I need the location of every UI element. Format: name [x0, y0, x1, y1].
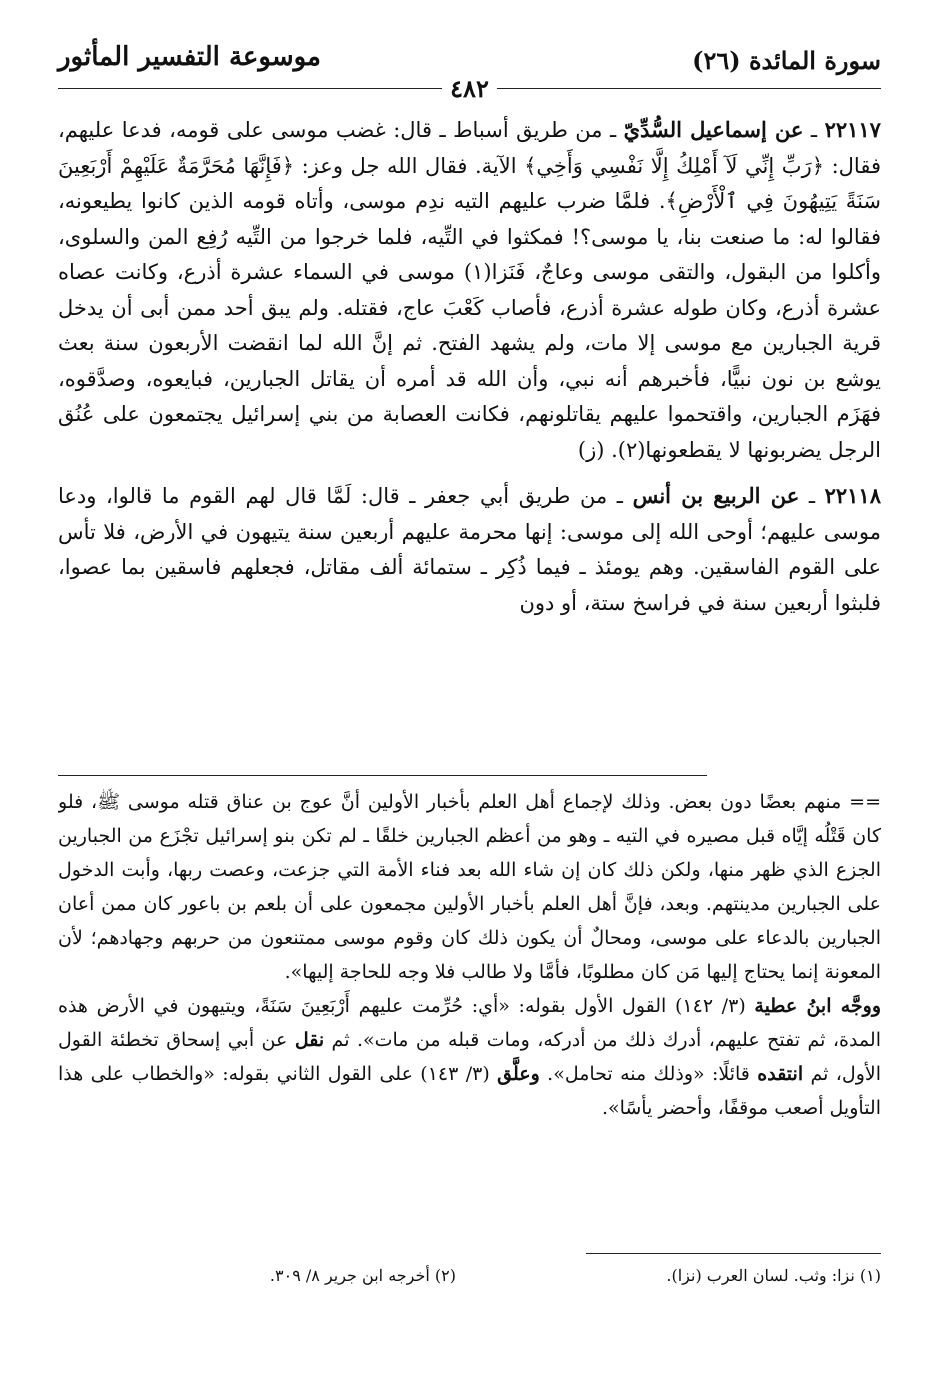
commentary-text: عن أبي إسحاق تخطئة القول الأول، ثم: [58, 1029, 881, 1085]
main-text: [58, 112, 881, 767]
commentary-paragraph: [58, 989, 881, 1125]
commentary-notes: [58, 785, 881, 1235]
narrator-name: عن إسماعيل السُّدِّيّ: [623, 117, 804, 142]
commentary-text: قائلًا: «وذلك منه تحامل».: [539, 1063, 758, 1085]
commentary-text: (٣/ ١٤٢) القول الأول بقوله: «أي: حُرِّمت عليهم أَرْبَعِينَ سَنَةً، ويتيهون في الأرض هذه المدة، ثم تفتح عليهم، أدرك ذلك من أدركه، ومات قبله من مات». ثم: [58, 995, 881, 1051]
footnote: (٢) أخرجه ابن جرير ٨/ ٣٠٩.: [269, 1266, 456, 1285]
commentary-text: (٣/ ١٤٣) على القول الثاني بقوله: «والخطاب على هذا التأويل أصعب موقفًا، وأحضر يأسًا».: [58, 1063, 881, 1119]
page-header: [58, 40, 881, 102]
entry-number: ٢٢١١٧: [824, 117, 881, 142]
book-title: موسوعة التفسير المأثور: [58, 42, 321, 72]
commentary-bold: انتقده: [757, 1063, 804, 1085]
commentary-paragraph: == منهم بعضًا دون بعض. وذلك لإجماع أهل العلم بأخبار الأولين أنَّ عوج بن عناق قتله موسى ﷺ، فلو كان قَتْلُه إيَّاه قبل مصيره في التيه ـ وهو من أعظم الجبارين خلقًا ـ لم تكن بنو إسرائيل تجْزَع من الجبارين الجزع الذي ظهر منها، ولكن ذلك كان إن شاء الله بعد فناء الأمة التي جزعت، وعصت ربها، وأبت الدخول على الجبارين مدينتهم. وبعد، فإنَّ أهل العلم بأخبار الأولين مجمعون على أن بلعم بن باعور كان ممن أعان الجبارين بالدعاء على موسى، ومحالٌ أن يكون ذلك كان وقوم موسى ممتنعون من حربهم وجهادهم؛ لأن المعونة إنما يحتاج إليها مَن كان مطلوبًا، فأمَّا ولا طالب فلا وجه للحاجة إليها».: [58, 791, 881, 983]
narration-entry: ٢٢١١٧ ـ عن إسماعيل السُّدِّيّ ـ من طريق أسباط ـ قال: غضب موسى على قومه، فدعا عليهم، فقال: ﴿رَبِّ إِنِّي لَآ أَمْلِكُ إِلَّا نَفْسِي وَأَخِي﴾ الآية. فقال الله جل وعز: ﴿فَإِنَّهَا مُحَرَّمَةٌ عَلَيْهِمْ أَرْبَعِينَ سَنَةً يَتِيهُونَ فِي ٱلْأَرْضِ﴾. فلمَّا ضرب عليهم التيه ندِم موسى، وأتاه قومه الذين كانوا يطيعونه، فقالوا له: ما صنعت بنا، يا موسى؟! فمكثوا في التِّيه، فلما خرجوا من التِّيه رُفِع المن والسلوى، وأكلوا من البقول، والتقى موسى وعاجٌ، فَنَزا(١) موسى في السماء عشرة أذرع، وكانت عصاه عشرة أذرع، وكان طوله عشرة أذرع، فأصاب كَعْبَ عاج، فقتله. ولم يبق أحد ممن أبى أن يدخل قرية الجبارين مع موسى إلا مات، ولم يشهد الفتح. ثم إنَّ الله لما انقضت الأربعون سنة بعث يوشع بن نون نبيًّا، فأخبرهم أنه نبي، وأن الله قد أمره أن يقاتل الجبارين، فبايعوه، وصدَّقوه، فهَزَم الجبارين، واقتحموا عليهم يقاتلونهم، فكانت العصابة من بني إسرائيل يجتمعون على عُنُق الرجل يضربونها لا يقطعونها(٢). (ز): [58, 117, 881, 462]
notes-separator: [58, 775, 707, 776]
entry-text: ـ من طريق أبي جعفر ـ قال: لَمَّا قال لهم القوم ما قالوا، ودعا موسى عليهم؛ أوحى الله إلى موسى: إنها محرمة عليهم أربعين سنة يتيهون في الأرض، فلا تأس على القوم الفاسقين. وهم يومئذ ـ فيما ذُكِر ـ ستمائة ألف مقاتل، فجعلهم فاسقين بما عصوا، فلبثوا أربعين سنة في فراسخ ستة، أو دون: [58, 484, 881, 615]
commentary-bold: نقل: [294, 1029, 325, 1051]
page-number: ٤٨٢: [442, 74, 497, 103]
entry-text: ـ من طريق أسباط ـ قال: غضب موسى على قومه، فدعا عليهم، فقال: ﴿رَبِّ إِنِّي لَآ أَمْلِكُ إِلَّا نَفْسِي وَأَخِي﴾ الآية. فقال الله جل وعز: ﴿فَإِنَّهَا مُحَرَّمَةٌ عَلَيْهِمْ أَرْبَعِينَ سَنَةً يَتِيهُونَ فِي ٱلْأَرْضِ﴾. فلمَّا ضرب عليهم التيه ندِم موسى، وأتاه قومه الذين كانوا يطيعونه، فقالوا له: ما صنعت بنا، يا موسى؟! فمكثوا في التِّيه، فلما خرجوا من التِّيه رُفِع المن والسلوى، وأكلوا من البقول، والتقى موسى وعاجٌ، فَنَزا(١) موسى في السماء عشرة أذرع، وكانت عصاه عشرة أذرع، وكان طوله عشرة أذرع، فأصاب كَعْبَ عاج، فقتله. ولم يبق أحد ممن أبى أن يدخل قرية الجبارين مع موسى إلا مات، ولم يشهد الفتح. ثم إنَّ الله لما انقضت الأربعون سنة بعث يوشع بن نون نبيًّا، فأخبرهم أنه نبي، وأن الله قد أمره أن يقاتل الجبارين، فبايعوه، وصدَّقوه، فهَزَم الجبارين، واقتحموا عليهم يقاتلونهم، فكانت العصابة من بني إسرائيل يجتمعون على عُنُق الرجل يضربونها لا يقطعونها(٢). (ز): [58, 118, 881, 462]
commentary-bold: ووجَّه ابنُ عطية: [754, 995, 881, 1017]
surah-title: سورة المائدة (٢٦): [692, 46, 881, 75]
narration-entry: ٢٢١١٨ ـ عن الربيع بن أنس ـ من طريق أبي جعفر ـ قال: لَمَّا قال لهم القوم ما قالوا، ودعا موسى عليهم؛ أوحى الله إلى موسى: إنها محرمة عليهم أربعين سنة يتيهون في الأرض، فلا تأس على القوم الفاسقين. وهم يومئذ ـ فيما ذُكِر ـ ستمائة ألف مقاتل، فجعلهم فاسقين بما عصوا، فلبثوا أربعين سنة في فراسخ ستة، أو دون: [58, 483, 881, 615]
footnote: (١) نزا: وثب. لسان العرب (نزا).: [666, 1266, 881, 1285]
commentary-bold: وعلَّق: [497, 1063, 540, 1085]
narrator-name: عن الربيع بن أنس: [632, 483, 800, 508]
footnote-separator: [586, 1253, 881, 1254]
entry-number: ٢٢١١٨: [824, 483, 881, 508]
